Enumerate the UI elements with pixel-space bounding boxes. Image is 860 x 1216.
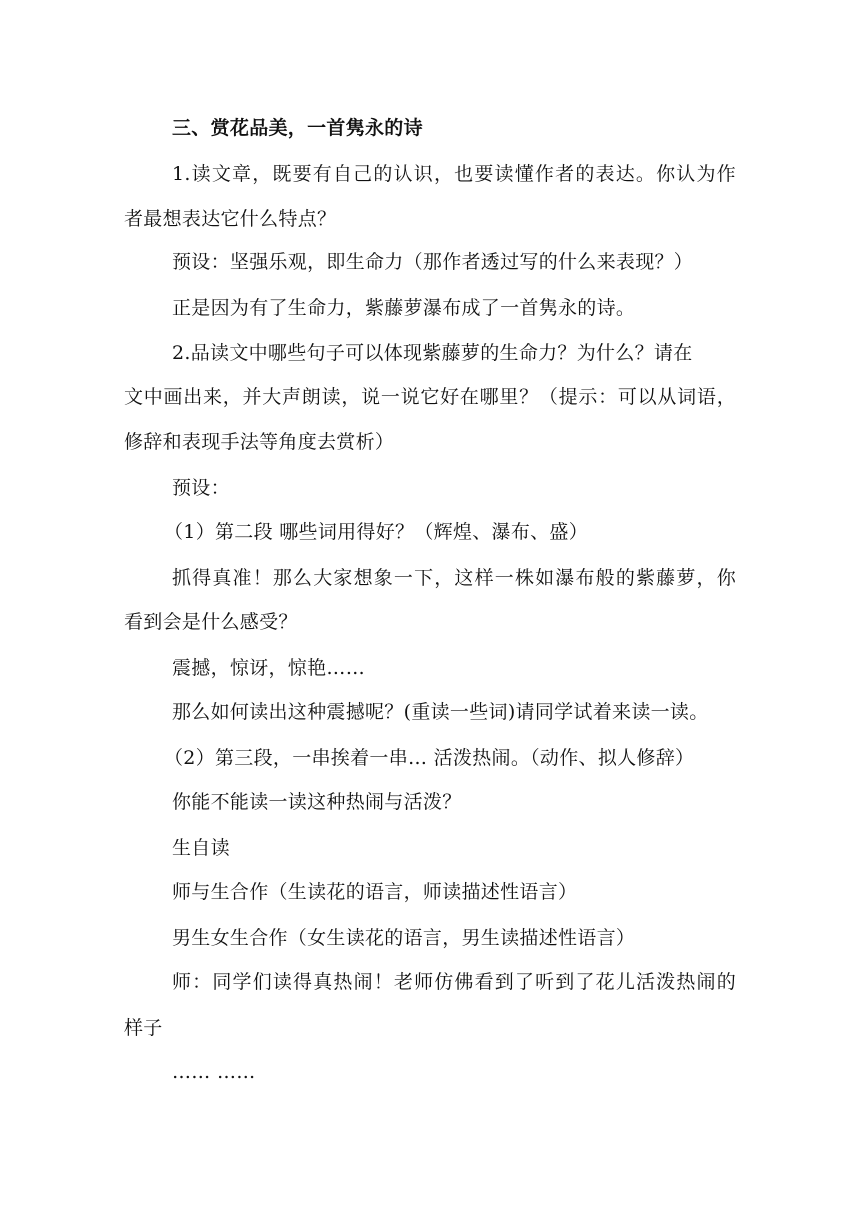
self-read: 生自读	[172, 837, 230, 859]
question-1-line-2: 者最想表达它什么特点？	[124, 208, 337, 230]
teacher-student-cooperation: 师与生合作（生读花的语言，师读描述性语言）	[172, 881, 578, 903]
feelings: 震撼，惊讶，惊艳……	[172, 657, 366, 679]
preset-2: 预设：	[172, 477, 230, 499]
statement-1: 正是因为有了生命力，紫藤萝瀑布成了一首隽永的诗。	[172, 297, 636, 319]
question-2-line-1: 2.品读文中哪些句子可以体现紫藤萝的生命力？为什么？请在	[172, 342, 693, 364]
item-2: （2）第三段，一串挨着一串… 活泼热闹。（动作、拟人修辞）	[164, 747, 695, 769]
ask-read: 你能不能读一读这种热闹与活泼？	[172, 791, 462, 813]
praise-line-1: 抓得真准！那么大家想象一下，这样一株如瀑布般的紫藤萝，你	[172, 567, 736, 589]
preset-1: 预设：坚强乐观，即生命力（那作者透过写的什么来表现？）	[172, 251, 694, 273]
praise-line-2: 看到会是什么感受？	[124, 611, 298, 633]
item-1: （1）第二段 哪些词用得好？（辉煌、瀑布、盛）	[164, 521, 589, 543]
boys-girls-cooperation: 男生女生合作（女生读花的语言，男生读描述性语言）	[172, 927, 636, 949]
ellipsis: …… ……	[172, 1061, 256, 1083]
section-heading: 三、赏花品美，一首隽永的诗	[172, 117, 423, 139]
how-to-read: 那么如何读出这种震撼呢？(重读一些词)请同学试着来读一读。	[172, 701, 709, 723]
teacher-line-1: 师：同学们读得真热闹！老师仿佛看到了听到了花儿活泼热闹的	[172, 971, 736, 993]
question-1-line-1: 1.读文章，既要有自己的认识，也要读懂作者的表达。你认为作	[172, 163, 736, 185]
question-2-line-2: 文中画出来，并大声朗读，说一说它好在哪里？（提示：可以从词语，	[124, 386, 736, 408]
question-2-line-3: 修辞和表现手法等角度去赏析）	[124, 431, 395, 453]
teacher-line-2: 样子	[124, 1017, 163, 1039]
